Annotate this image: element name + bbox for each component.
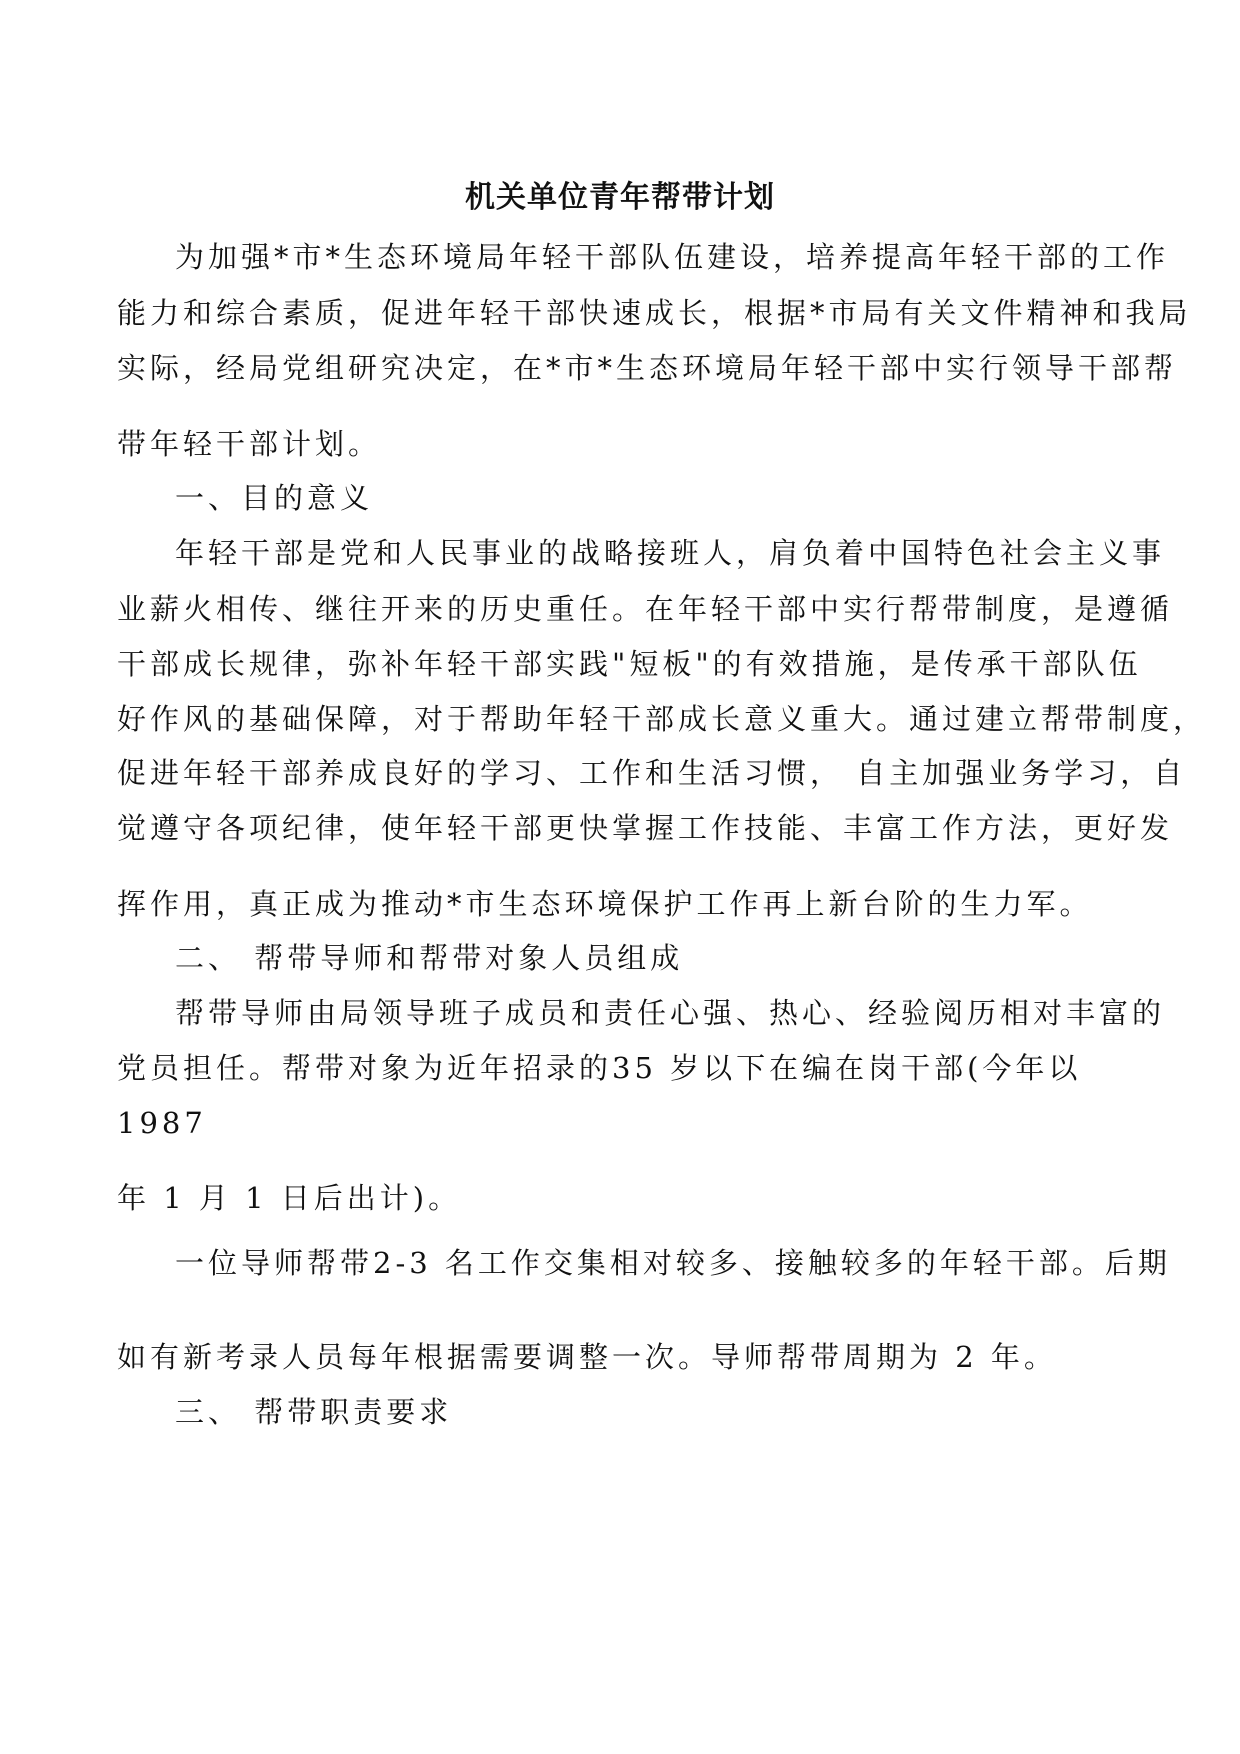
paragraph-line: 为加强*市*生态环境局年轻干部队伍建设，培养提高年轻干部的工作 xyxy=(175,240,1170,274)
paragraph-line: 业薪火相传、继往开来的历史重任。在年轻干部中实行帮带制度，是遵循 xyxy=(117,592,1174,626)
document-title: 机关单位青年帮带计划 xyxy=(465,180,775,215)
section-heading-2: 二、 帮带导师和帮带对象人员组成 xyxy=(175,941,684,975)
paragraph-line: 能力和综合素质，促进年轻干部快速成长，根据*市局有关文件精神和我局 xyxy=(117,296,1192,330)
paragraph-line: 好作风的基础保障，对于帮助年轻干部成长意义重大。通过建立帮带制度， xyxy=(117,702,1207,736)
paragraph-line: 觉遵守各项纪律，使年轻干部更快掌握工作技能、丰富工作方法，更好发 xyxy=(117,811,1174,845)
section-heading-3: 三、 帮带职责要求 xyxy=(175,1395,453,1429)
paragraph-line: 帮带导师由局领导班子成员和责任心强、热心、经验阅历相对丰富的 xyxy=(175,996,1166,1030)
paragraph-line: 如有新考录人员每年根据需要调整一次。导师帮带周期为 2 年。 xyxy=(117,1340,1057,1374)
paragraph-line: 促进年轻干部养成良好的学习、工作和生活习惯， 自主加强业务学习，自 xyxy=(117,756,1187,790)
paragraph-line: 一位导师帮带2-3 名工作交集相对较多、接触较多的年轻干部。后期 xyxy=(175,1246,1171,1280)
paragraph-line: 干部成长规律，弥补年轻干部实践"短板"的有效措施，是传承干部队伍 xyxy=(117,647,1142,681)
paragraph-line: 1987 xyxy=(117,1106,207,1140)
section-heading-1: 一、目的意义 xyxy=(175,481,374,515)
paragraph-line: 实际，经局党组研究决定，在*市*生态环境局年轻干部中实行领导干部帮 xyxy=(117,351,1178,385)
paragraph-line: 挥作用，真正成为推动*市生态环境保护工作再上新台阶的生力军。 xyxy=(117,887,1093,921)
paragraph-line: 年轻干部是党和人民事业的战略接班人，肩负着中国特色社会主义事 xyxy=(175,536,1166,570)
paragraph-line: 党员担任。帮带对象为近年招录的35 岁以下在编在岗干部(今年以 xyxy=(117,1051,1082,1085)
paragraph-line: 带年轻干部计划。 xyxy=(117,427,382,461)
paragraph-line: 年 1 月 1 日后出计)。 xyxy=(117,1181,462,1215)
